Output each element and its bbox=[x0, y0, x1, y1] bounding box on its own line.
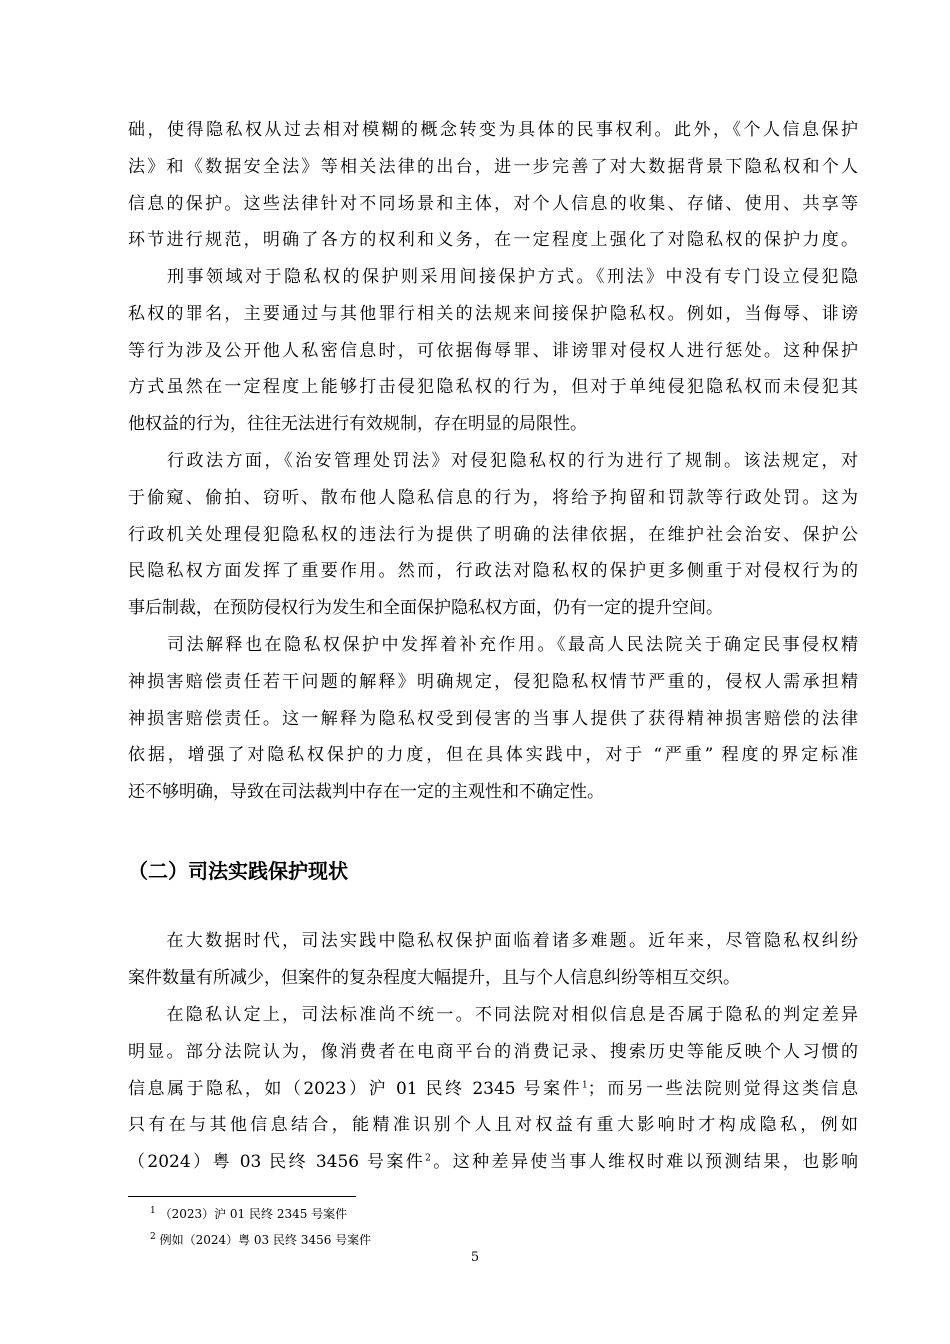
section-heading: （二）司法实践保护现状 bbox=[128, 859, 348, 883]
text-line: 只有在与其他信息结合，能精准识别个人且对权益有重大影响时才构成隐私，例如 bbox=[128, 1115, 858, 1136]
text-line: 还不够明确，导致在司法裁判中存在一定的主观性和不确定性。 bbox=[128, 782, 604, 803]
text-line: 事后制裁，在预防侵权行为发生和全面保护隐私权方面，仍有一定的提升空间。 bbox=[128, 598, 723, 619]
text-line: 明显。部分法院认为，像消费者在电商平台的消费记录、搜索历史等能反映个人习惯的 bbox=[128, 1041, 858, 1062]
footnote-text: 例如（2024）粤 03 民终 3456 号案件 bbox=[159, 1233, 372, 1247]
paragraph-criminal-law bbox=[128, 259, 858, 443]
paragraph-judicial-interpretation bbox=[128, 627, 858, 811]
text-line: 刑事领域对于隐私权的保护则采用间接保护方式。《刑法》中没有专门设立侵犯隐 bbox=[128, 267, 858, 287]
text-line: 于偷窥、偷拍、窃听、散布他人隐私信息的行为，将给予拘留和罚款等行政处罚。这为 bbox=[128, 487, 858, 508]
footnote-separator bbox=[128, 1196, 356, 1197]
footnote-number: 1 bbox=[150, 1206, 156, 1216]
case-citation: 信息属于隐私，如（2023）沪 01 民终 2345 号案件 bbox=[128, 1078, 582, 1099]
text-line: 信息的保护。这些法律针对不同场景和主体，对个人信息的收集、存储、使用、共享等 bbox=[128, 193, 858, 214]
text-line: 他权益的行为，往往无法进行有效规制，存在明显的局限性。 bbox=[128, 414, 587, 435]
case-citation: （2024）粤 03 民终 3456 号案件 bbox=[128, 1152, 426, 1173]
paragraph-civil-law bbox=[128, 112, 858, 259]
footnote-1 bbox=[150, 1206, 347, 1222]
page-number: 5 bbox=[470, 1250, 480, 1265]
text-line: 行政机关处理侵犯隐私权的违法行为提供了明确的法律依据，在维护社会治安、保护公 bbox=[128, 524, 858, 545]
paragraph-privacy-identification bbox=[128, 997, 858, 1181]
text-line: 神损害赔偿责任若干问题的解释》明确规定，侵犯隐私权情节严重的，侵权人需承担精 bbox=[128, 671, 858, 692]
text-line: 础，使得隐私权从过去相对模糊的概念转变为具体的民事权利。此外，《个人信息保护 bbox=[128, 120, 858, 140]
footnote-number: 2 bbox=[150, 1232, 156, 1242]
text-line: 司法解释也在隐私权保护中发挥着补充作用。《最高人民法院关于确定民事侵权精 bbox=[128, 635, 858, 655]
text-line bbox=[128, 1071, 858, 1108]
text-line: 依据，增强了对隐私权保护的力度，但在具体实践中，对于 “严重” 程度的界定标准 bbox=[128, 745, 858, 766]
text-line: 神损害赔偿责任。这一解释为隐私权受到侵害的当事人提供了获得精神损害赔偿的法律 bbox=[128, 708, 858, 729]
text-line: 等行为涉及公开他人私密信息时，可依据侮辱罪、诽谤罪对侵权人进行惩处。这种保护 bbox=[128, 340, 858, 361]
footnote-text: （2023）沪 01 民终 2345 号案件 bbox=[159, 1207, 348, 1221]
text-line: 在隐私认定上，司法标准尚不统一。不同法院对相似信息是否属于隐私的判定差异 bbox=[128, 1005, 858, 1025]
text-line: 案件数量有所减少，但案件的复杂程度大幅提升，且与个人信息纠纷等相互交织。 bbox=[128, 967, 740, 988]
footnote-mark[interactable]: 2 bbox=[425, 1153, 431, 1164]
footnote-2 bbox=[150, 1232, 371, 1248]
text-line: 民隐私权方面发挥了重要作用。然而，行政法对隐私权的保护更多侧重于对侵权行为的 bbox=[128, 561, 858, 582]
text-segment: ；而另一些法院则觉得这类信息 bbox=[587, 1078, 859, 1099]
text-line bbox=[128, 1144, 858, 1181]
text-line: 法》和《数据安全法》等相关法律的出台，进一步完善了对大数据背景下隐私权和个人 bbox=[128, 156, 858, 177]
paragraph-administrative-law bbox=[128, 443, 858, 627]
text-line: 行政法方面，《治安管理处罚法》对侵犯隐私权的行为进行了规制。该法规定，对 bbox=[128, 451, 858, 471]
text-segment: 。这种差异使当事人维权时难以预测结果，也影响 bbox=[430, 1152, 858, 1173]
text-line: 在大数据时代，司法实践中隐私权保护面临着诸多难题。近年来，尽管隐私权纠纷 bbox=[128, 931, 858, 951]
text-line: 方式虽然在一定程度上能够打击侵犯隐私权的行为，但对于单纯侵犯隐私权而未侵犯其 bbox=[128, 377, 858, 398]
footnote-mark[interactable]: 1 bbox=[581, 1079, 588, 1090]
text-line: 环节进行规范，明确了各方的权利和义务，在一定程度上强化了对隐私权的保护力度。 bbox=[128, 230, 858, 251]
text-line: 私权的罪名，主要通过与其他罪行相关的法规来间接保护隐私权。例如，当侮辱、诽谤 bbox=[128, 303, 858, 324]
paragraph-judicial-practice bbox=[128, 923, 858, 997]
